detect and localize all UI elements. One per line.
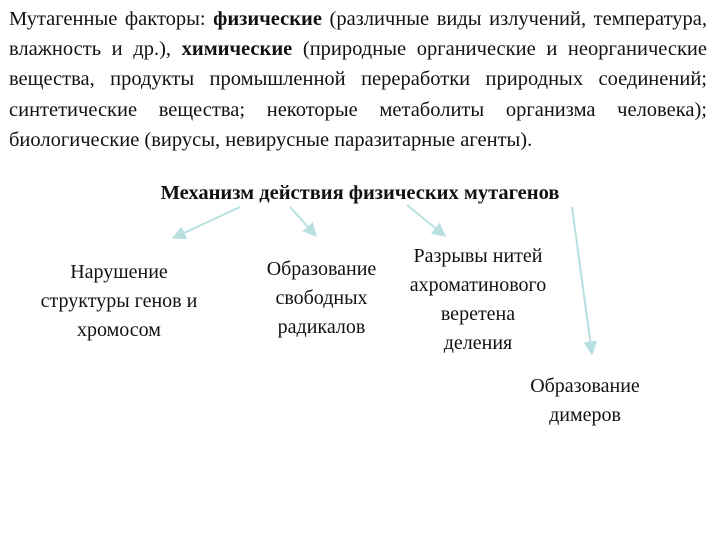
effect-line: деления [443, 332, 513, 354]
physical-factors-term: физические [213, 8, 322, 30]
effect-line: димеров [549, 404, 621, 426]
effect-line: Разрывы нитей [413, 245, 543, 267]
effect-spindle-breaks [386, 242, 570, 358]
arrow-to-effect-1 [173, 207, 240, 238]
effect-line: радикалов [277, 316, 366, 338]
effect-line: веретена [440, 303, 516, 325]
effect-line: структуры генов и [40, 290, 198, 312]
effect-dimers [500, 372, 670, 430]
paragraph-text-2: (различные виды излучений, температура, влажность и др.), [9, 8, 707, 61]
paragraph-text-3: (природные органические и неорганические вещества, продукты промышленной переработки природных соединений; синтетические вещества; некоторые метаболиты организма человека); биологические (вирусы, невирусные паразитарные агенты). [9, 38, 707, 151]
effect-line: Образование [530, 375, 640, 397]
effect-line: хромосом [77, 319, 161, 341]
effect-line: свободных [275, 287, 368, 309]
effect-line: ахроматинового [409, 274, 547, 296]
chemical-factors-term: химические [181, 38, 293, 61]
mechanism-heading: Механизм действия физических мутагенов [160, 182, 560, 204]
arrow-to-effect-3 [407, 205, 445, 236]
effect-free-radicals [254, 255, 389, 342]
effect-genes-chromosomes [14, 258, 224, 345]
arrow-to-effect-4 [572, 207, 592, 354]
effect-line: Образование [266, 258, 377, 280]
arrow-to-effect-2 [290, 207, 316, 236]
effect-line: Нарушение [70, 261, 168, 283]
paragraph-text-1: Мутагенные факторы: [9, 8, 214, 30]
